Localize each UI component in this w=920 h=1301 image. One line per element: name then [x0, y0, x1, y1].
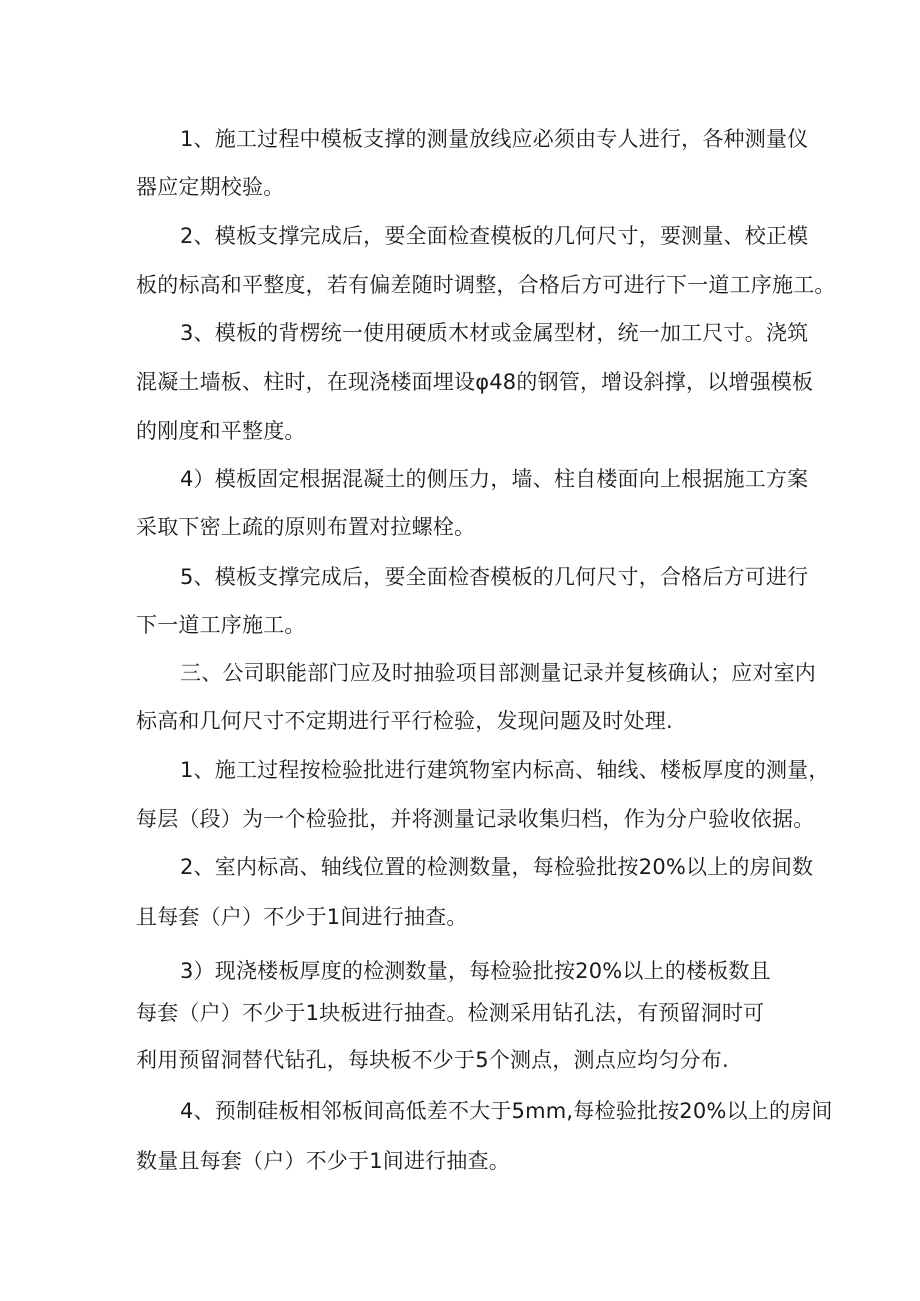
text-line: 的刚度和平整度。 [136, 419, 306, 443]
text-line: 1、施工过程中模板支撑的测量放线应必须由专人进行，各种测量仪 [180, 127, 809, 151]
text-line: 1、施工过程按检验批进行建筑物室内标高、轴线、楼板厚度的测量， [180, 758, 830, 782]
text-line: 标高和几何尺寸不定期进行平行检验，发现问题及时处理. [136, 709, 673, 733]
text-line: 2、模板支撑完成后，要全面检查模板的几何尺寸，要测量、校正模 [180, 224, 809, 248]
text-line: 器应定期校验。 [136, 175, 285, 199]
text-line: 数量且每套（户）不少于1间进行抽查。 [136, 1149, 510, 1173]
text-line: 三、公司职能部门应及时抽验项目部测量记录并复核确认；应对室内 [180, 661, 816, 685]
text-line: 板的标高和平整度，若有偏差随时调整，合格后方可进行下一道工序施工。 [136, 273, 836, 297]
text-line: 4）模板固定根据混凝土的侧压力，墙、柱自楼面向上根据施工方案 [180, 467, 809, 491]
text-line: 5、模板支撑完成后，要全面检杳模板的几何尺寸，合格后方可进行 [180, 565, 809, 589]
text-line: 利用预留洞替代钻孔，每块板不少于5个测点，测点应均匀分布. [136, 1048, 729, 1072]
text-line: 3）现浇楼板厚度的检测数量，每检验批按20%以上的楼板数且 [180, 959, 771, 983]
text-line: 每套（户）不少于1块板进行抽查。检测采用钻孔法，有预留洞时可 [136, 1001, 765, 1025]
text-line: 且每套（户）不少于1间进行抽查。 [136, 905, 468, 929]
text-line: 下一道工序施工。 [136, 613, 306, 637]
text-line: 混凝土墙板、柱时，在现浇楼面埋设φ48的钢管，增设斜撑，以增强模板 [136, 370, 814, 394]
text-line: 采取下密上疏的原则布置对拉螺栓。 [136, 515, 476, 539]
text-line: 4、预制硅板相邻板间高低差不大于5mm,每检验批按20%以上的房间 [180, 1099, 833, 1123]
text-line: 每层（段）为一个检验批，并将测量记录收集归档，作为分户验收依据。 [136, 807, 815, 831]
text-line: 2、室内标高、轴线位置的检测数量，每检验批按20%以上的房间数 [180, 855, 814, 879]
text-line: 3、模板的背楞统一使用硬质木材或金属型材，统一加工尺寸。浇筑 [180, 321, 809, 345]
